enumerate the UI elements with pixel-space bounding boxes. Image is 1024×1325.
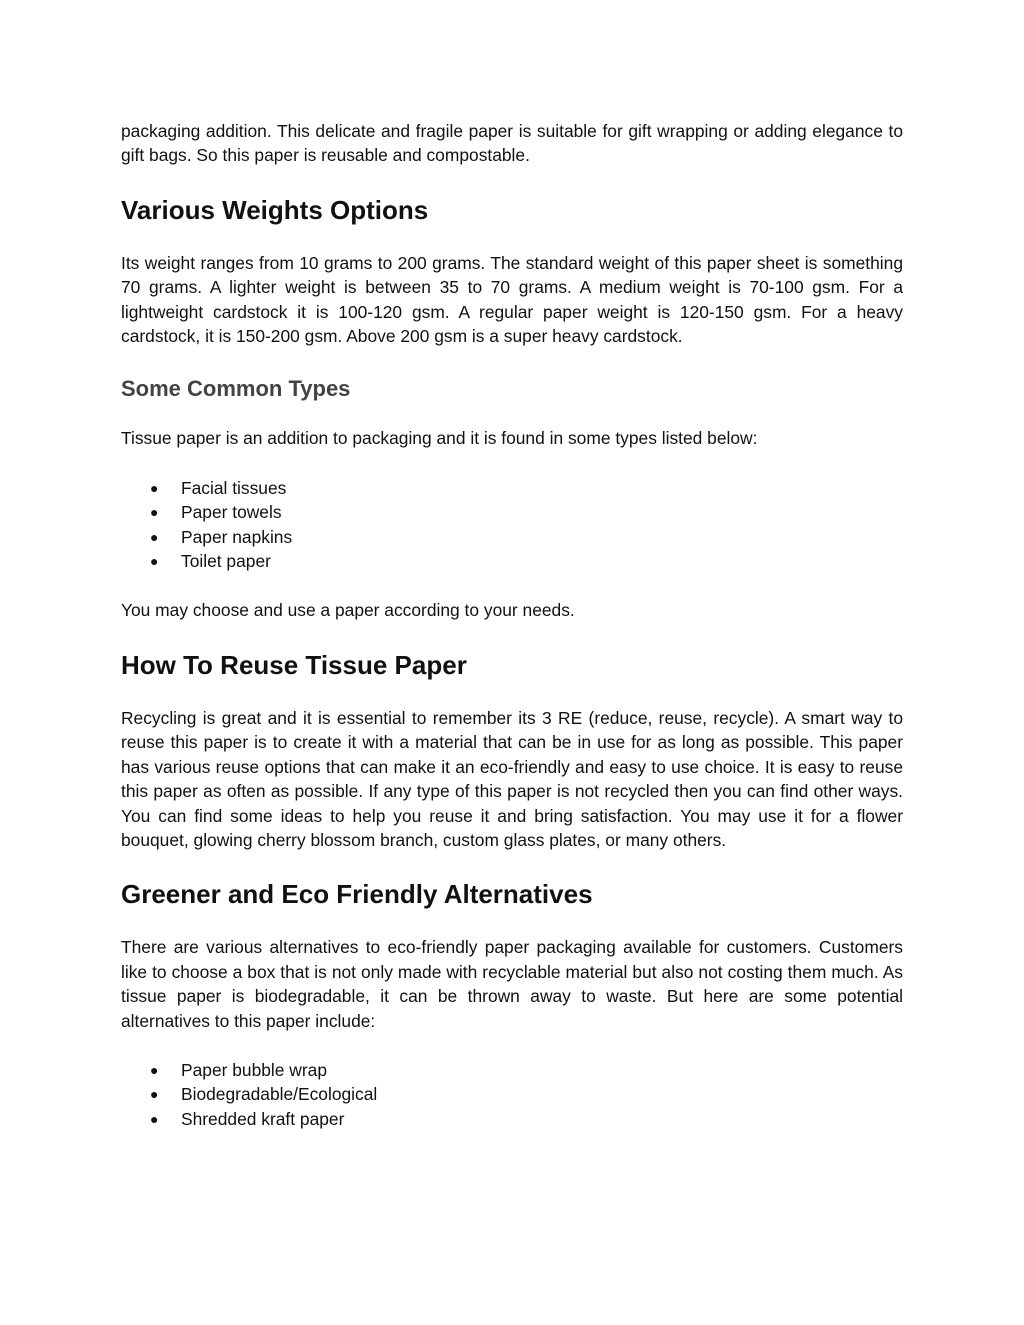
bullet-icon: ● — [150, 1110, 159, 1127]
bullet-icon: ● — [150, 479, 159, 496]
list-item-label: Paper bubble wrap — [181, 1059, 327, 1080]
bullet-icon: ● — [150, 504, 159, 521]
bullet-icon: ● — [150, 1061, 159, 1078]
list-item — [121, 476, 903, 500]
types-list — [121, 476, 903, 574]
bullet-icon: ● — [150, 1086, 159, 1103]
types-intro-paragraph: Tissue paper is an addition to packaging and it is found in some types listed below: — [121, 428, 758, 449]
alternatives-paragraph: There are various alternatives to eco-friendly paper packaging available for customers. Customers like to choose a box that is not only made with recyclable material but also not costing them much. As tissue paper is biodegradable, it can be thrown away to waste. But here are some potential alternatives to this paper include: — [121, 937, 903, 1031]
list-item-label: Paper napkins — [181, 526, 293, 547]
heading-common-types: Some Common Types — [121, 376, 351, 402]
list-item — [121, 1107, 903, 1131]
alternatives-list — [121, 1058, 903, 1131]
intro-paragraph: packaging addition. This delicate and fragile paper is suitable for gift wrapping or adding elegance to gift bags. So this paper is reusable and compostable. — [121, 121, 903, 166]
list-item-label: Facial tissues — [181, 477, 287, 498]
list-item-label: Paper towels — [181, 502, 282, 523]
weights-paragraph: Its weight ranges from 10 grams to 200 grams. The standard weight of this paper sheet is something 70 grams. A lighter weight is between 35 to 70 grams. A medium weight is 70-100 gsm. For a lightweight cardstock it is 100-120 gsm. A regular paper weight is 120-150 gsm. For a heavy cardstock, it is 150-200 gsm. Above 200 gsm is a super heavy cardstock. — [121, 252, 903, 347]
reuse-paragraph: Recycling is great and it is essential to remember its 3 RE (reduce, reuse, recycle). A smart way to reuse this paper is to create it with a material that can be in use for as long as possible. This paper has various reuse options that can make it an eco-friendly and easy to use choice. It is easy to reuse this paper as often as possible. If any type of this paper is not recycled then you can find other ways. You can find some ideas to help you reuse it and bring satisfaction. You may use it for a flower bouquet, glowing cherry blossom branch, custom glass plates, or many others. — [121, 707, 903, 850]
heading-various-weights: Various Weights Options — [121, 194, 429, 225]
types-outro-paragraph: You may choose and use a paper according to your needs. — [121, 600, 575, 621]
heading-eco-alternatives: Greener and Eco Friendly Alternatives — [121, 879, 593, 910]
list-item-label: Biodegradable/Ecological — [181, 1084, 378, 1105]
heading-reuse-tissue-paper: How To Reuse Tissue Paper — [121, 649, 467, 680]
list-item — [121, 500, 903, 524]
list-item — [121, 549, 903, 573]
list-item — [121, 1058, 903, 1082]
bullet-icon: ● — [150, 528, 159, 545]
list-item — [121, 525, 903, 549]
bullet-icon: ● — [150, 553, 159, 570]
document-page — [121, 119, 903, 1131]
list-item — [121, 1082, 903, 1106]
list-item-label: Toilet paper — [181, 551, 271, 572]
list-item-label: Shredded kraft paper — [181, 1108, 345, 1129]
